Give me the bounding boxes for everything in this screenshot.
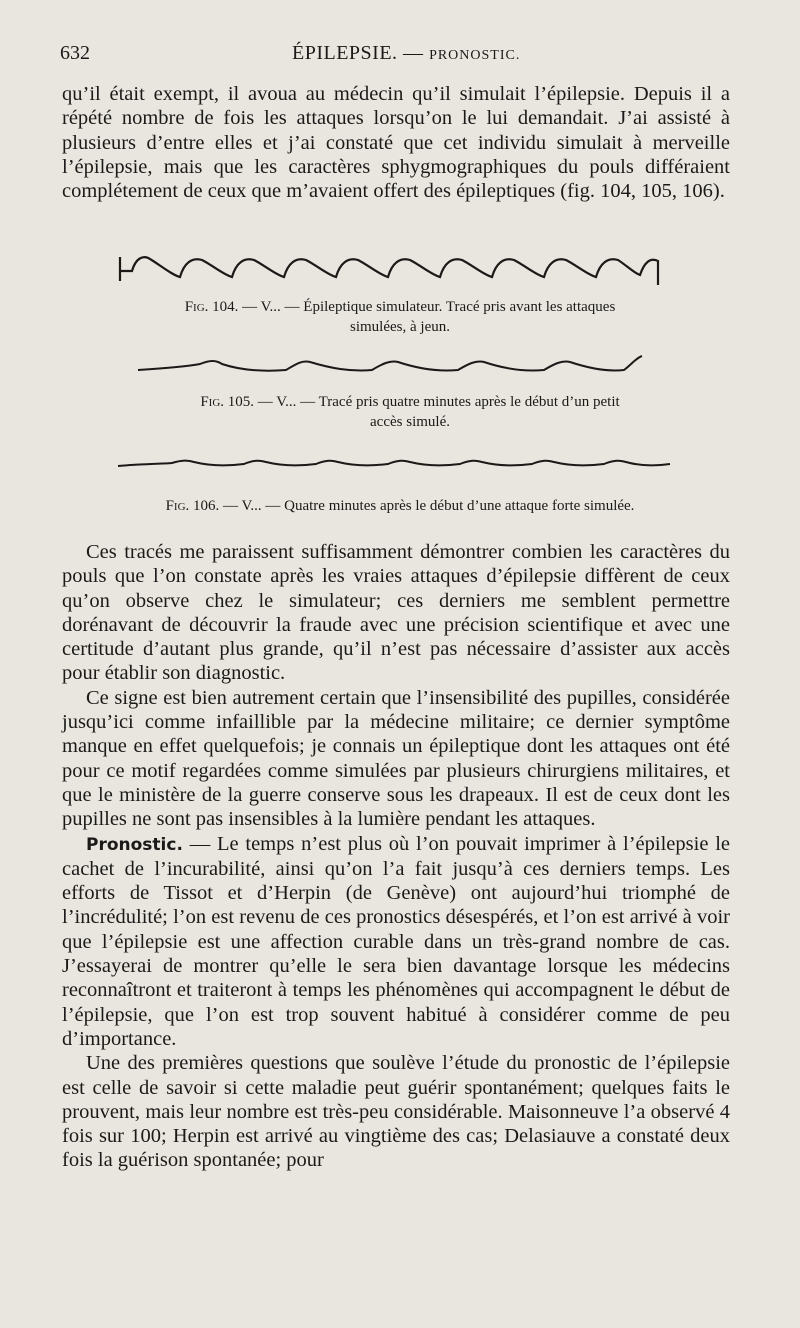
figure-104-label: Fig. 104. xyxy=(184,299,239,315)
figure-106-caption xyxy=(110,496,690,516)
pulse-trace-fig-106 xyxy=(110,450,680,480)
figure-105-caption-line1: — V... — Tracé pris quatre minutes après le début d’un petit xyxy=(257,394,620,410)
intro-paragraph: qu’il était exempt, il avoua au médecin qu’il simulait l’épilepsie. Depuis il a répété nombre de fois les attaques lorsqu’on le lui demandait. J’ai assisté à plusieurs d’entre elles et j’ai constaté que cet individu simulait à merveille l’épilepsie, mais que les caractères sphygmographiques du pouls différaient complétement de ceux que m’avaient offert des épileptiques (fig. 104, 105, 106). xyxy=(62,83,730,203)
figure-106-label: Fig. 106. xyxy=(165,498,220,514)
body-paragraph: Ces tracés me paraissent suffisamment démontrer combien les caractères du pouls que l’on constate après les vraies attaques d’épilepsie diffèrent de ceux qu’on observe chez le simulateur; ces derniers me semblent permettre dorénavant de découvrir la fraude avec une précision scientifique et avec une certitude d’autant plus grande, qu’il n’est pas nécessaire d’assister aux accès pour établir son diagnostic. xyxy=(62,541,730,685)
running-title-main: ÉPILEPSIE. — xyxy=(292,42,430,64)
page-header xyxy=(60,42,740,72)
pronostic-text: — Le temps n’est plus où l’on pouvait imprimer à l’épilepsie le cachet de l’incurabilité, ainsi qu’on l’a fait jusqu’à ces derniers temps. Les efforts de Tissot et d’Herpin (de Genève) ont aujourd’hui triomphé de l’incrédulité; l’on est revenu de ces pronostics désespérés, et l’on est arrivé à voir que l’épilepsie est une affection curable dans un très-grand nombre de cas. J’essayerai de montrer qu’elle le sera bien davantage lorsque les médecins reconnaîtront et traiteront à temps les phénomènes qui accompagnent le début de l’épilepsie, que l’on est trop souvent habitué à considérer comme de peu d’importance. xyxy=(62,832,730,1050)
figure-104-caption xyxy=(120,297,680,337)
figure-104-caption-line2: simulées, à jeun. xyxy=(350,319,450,335)
pronostic-paragraph xyxy=(62,832,730,1052)
main-text-block xyxy=(62,540,730,1173)
body-paragraph: Ce signe est bien autrement certain que l’insensibilité des pupilles, considérée jusqu’ici comme infaillible par la médecine militaire; ce dernier symptôme manque en effet quelquefois; je connais un épileptique dont les attaques ont été pour ce motif regardées comme simulées par plusieurs chirurgiens militaires, et que le ministère de la guerre conserve sous les drapeaux. Il est de ceux dont les pupilles ne sont pas insensibles à la lumière pendant les attaques. xyxy=(62,686,730,831)
pulse-trace-fig-104 xyxy=(110,245,680,293)
final-paragraph: Une des premières questions que soulève l’étude du pronostic de l’épilepsie est celle de savoir si cette maladie peut guérir spontanément; quelques faits le prouvent, mais leur nombre est très-peu considérable. Maisonneuve l’a observé 4 fois sur 100; Herpin est arrivé au vingtième des cas; Delasiauve a constaté deux fois la guérison spontanée; pour xyxy=(62,1052,730,1172)
figure-105-label: Fig. 105. xyxy=(200,394,255,410)
running-title-sub: PRONOSTIC. xyxy=(429,48,521,63)
pronostic-heading: Pronostic. xyxy=(86,834,183,855)
figure-105-caption xyxy=(140,392,680,432)
pulse-trace-fig-105 xyxy=(110,350,680,386)
figure-105-caption-line2: accès simulé. xyxy=(370,414,450,430)
figure-104-caption-line1: — V... — Épileptique simulateur. Tracé pris avant les attaques xyxy=(242,299,616,315)
figure-106-caption-line1: — V... — Quatre minutes après le début d’une attaque forte simulée. xyxy=(223,498,635,514)
page-number: 632 xyxy=(60,42,90,64)
intro-paragraph-block xyxy=(62,82,730,203)
running-title xyxy=(292,42,520,65)
